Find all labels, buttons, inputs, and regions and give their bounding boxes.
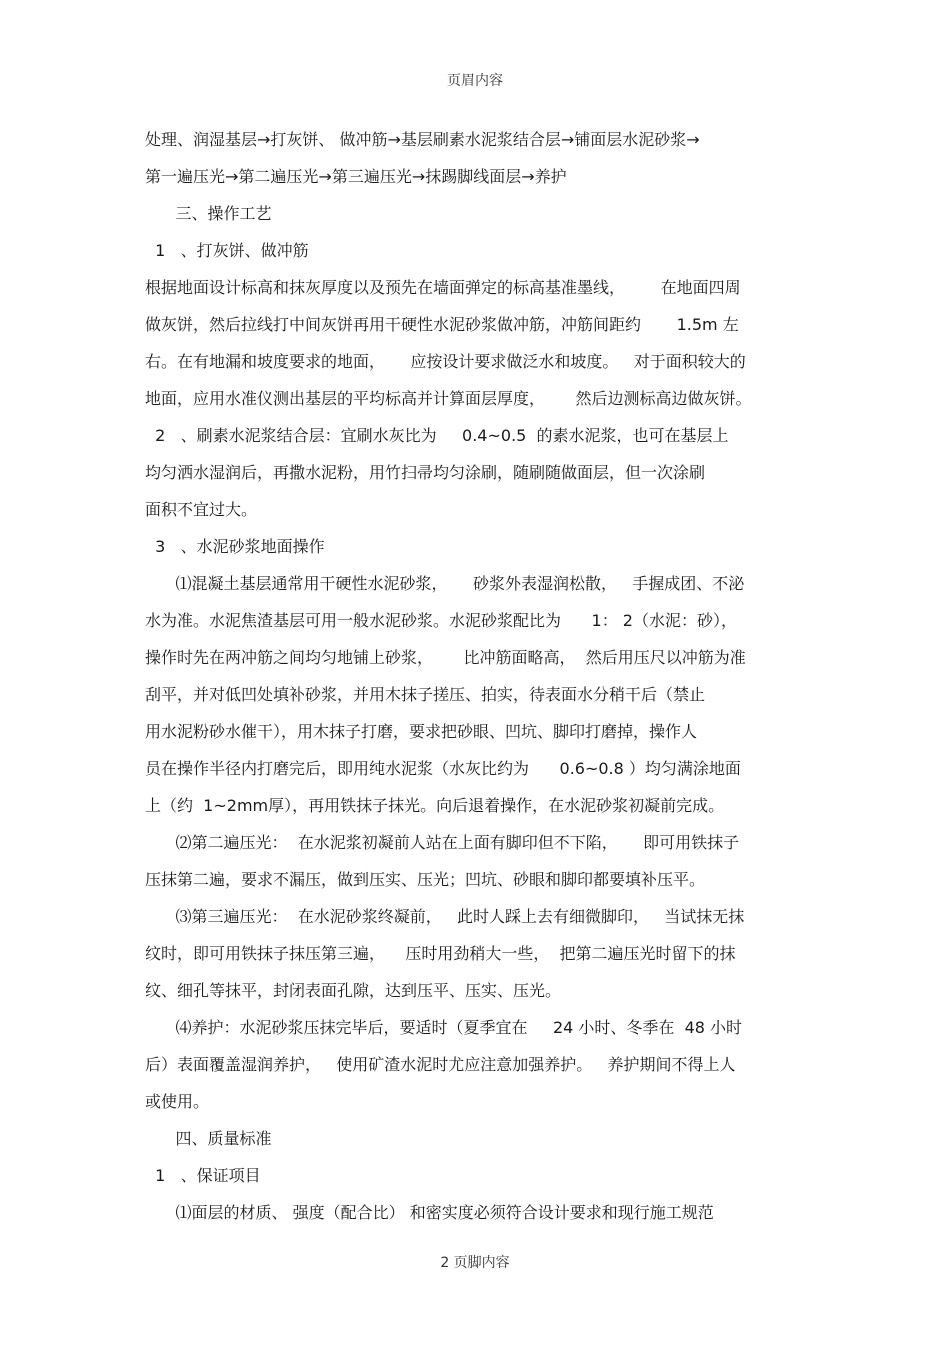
text-line: 刮平，并对低凹处填补砂浆，并用木抹子搓压、拍实，待表面水分稍干后（禁止 <box>145 685 706 704</box>
text-line: ⑵第二遍压光： 在水泥浆初凝前人站在上面有脚印但不下陷， 即可用铁抹子 <box>145 833 740 852</box>
text-line: ⑶第三遍压光： 在水泥砂浆终凝前， 此时人踩上去有细微脚印， 当试抹无抹 <box>145 907 745 926</box>
text-line: 或使用。 <box>145 1092 210 1111</box>
text-line: 面积不宜过大。 <box>145 500 258 519</box>
text-line: 压抹第二遍，要求不漏压，做到压实、压光；凹坑、砂眼和脚印都要填补压平。 <box>145 870 706 889</box>
text-line: 员在操作半径内打磨完后，即用纯水泥浆（水灰比约为 0.6~0.8 ）均匀满涂地面 <box>145 759 741 778</box>
text-line: ⑴面层的材质、 强度（配合比） 和密实度必须符合设计要求和现行施工规范 <box>145 1203 714 1222</box>
subsection-heading: 2 、刷素水泥浆结合层：宜刷水灰比为 0.4~0.5 的素水泥浆，也可在基层上 <box>145 426 729 445</box>
text-line: 第一遍压光→第二遍压光→第三遍压光→抹踢脚线面层→养护 <box>145 167 567 186</box>
text-line: ⑴混凝土基层通常用干硬性水泥砂浆， 砂浆外表湿润松散， 手握成团、不泌 <box>145 574 745 593</box>
subsection-heading: 1 、保证项目 <box>145 1166 261 1185</box>
text-line: 地面，应用水准仪测出基层的平均标高并计算面层厚度， 然后边测标高边做灰饼。 <box>145 389 752 408</box>
text-line: 纹时，即可用铁抹子抹压第三遍， 压时用劲稍大一些， 把第二遍压光时留下的抹 <box>145 944 736 963</box>
text-line: 用水泥粉砂水催干），用木抹子打磨，要求把砂眼、凹坑、脚印打磨掉，操作人 <box>145 722 698 741</box>
text-line: 右。在有地漏和坡度要求的地面， 应按设计要求做泛水和坡度。 对于面积较大的 <box>145 352 746 371</box>
subsection-heading: 1 、打灰饼、做冲筋 <box>145 241 309 260</box>
section-heading: 四、质量标准 <box>145 1129 272 1148</box>
text-line: 操作时先在两冲筋之间均匀地铺上砂浆， 比冲筋面略高， 然后用压尺以冲筋为准 <box>145 648 746 667</box>
text-line: 做灰饼，然后拉线打中间灰饼再用干硬性水泥砂浆做冲筋，冲筋间距约 1.5m 左 <box>145 315 739 334</box>
text-line: 上（约 1~2mm厚），再用铁抹子抹光。向后退着操作，在水泥砂浆初凝前完成。 <box>145 796 725 815</box>
page-footer: 2 页脚内容 <box>440 1255 510 1271</box>
text-line: 根据地面设计标高和抹灰厚度以及预先在墙面弹定的标高基准墨线， 在地面四周 <box>145 278 741 297</box>
text-line: 处理、润湿基层→打灰饼、 做冲筋→基层刷素水泥浆结合层→铺面层水泥砂浆→ <box>145 130 700 149</box>
text-line: ⑷养护：水泥砂浆压抹完毕后，要适时（夏季宜在 24 小时、冬季在 48 小时 <box>145 1018 743 1037</box>
section-heading: 三、操作工艺 <box>145 204 272 223</box>
subsection-heading: 3 、水泥砂浆地面操作 <box>145 537 325 556</box>
text-line: 均匀洒水湿润后，再撒水泥粉，用竹扫帚均匀涂刷，随刷随做面层，但一次涂刷 <box>145 463 706 482</box>
text-line: 纹、细孔等抹平，封闭表面孔隙，达到压平、压实、压光。 <box>145 981 562 1000</box>
text-line: 后）表面覆盖湿润养护， 使用矿渣水泥时尤应注意加强养护。 养护期间不得上人 <box>145 1055 736 1074</box>
page-header: 页眉内容 <box>447 73 503 89</box>
text-line: 水为准。水泥焦渣基层可用一般水泥砂浆。水泥砂浆配比为 1： 2（水泥：砂）， <box>145 611 737 630</box>
